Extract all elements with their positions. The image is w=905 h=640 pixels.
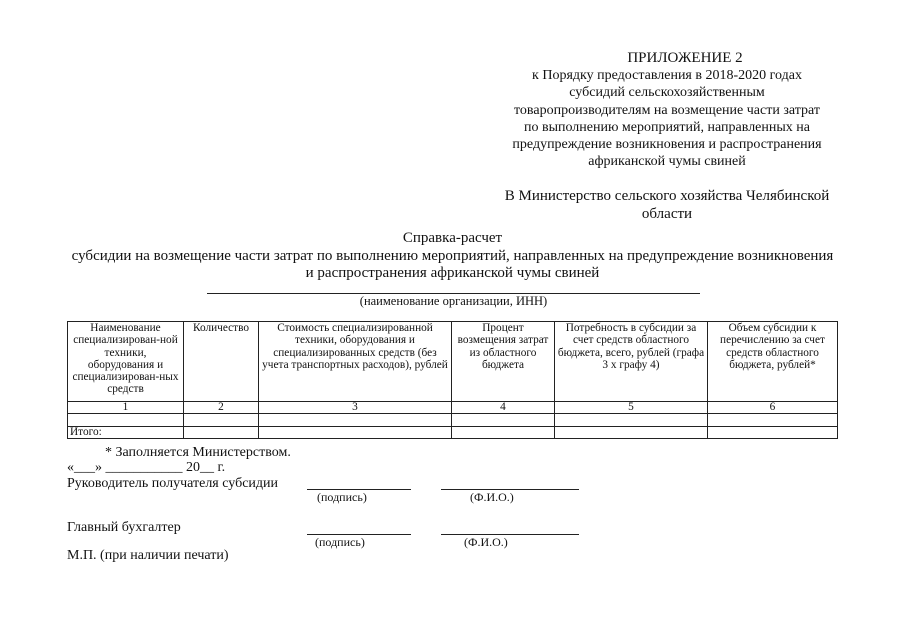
document-subtitle: субсидии на возмещение части затрат по выполнению мероприятий, направленных на предупреждение возникновения xyxy=(71,247,834,264)
annex-line: по выполнению мероприятий, направленных на xyxy=(523,119,810,135)
column-header: Наименование специализирован-ной техники, оборудования и специализирован-ных средств xyxy=(68,322,184,402)
annex-line: к Порядку предоставления в 2018-2020 годах xyxy=(532,68,802,84)
calculation-table xyxy=(67,321,838,439)
accountant-name-line[interactable] xyxy=(441,534,579,535)
table-cell[interactable] xyxy=(184,427,259,439)
document-subtitle: и распространения африканской чумы свиней xyxy=(305,265,600,281)
seal-label: М.П. (при наличии печати) xyxy=(67,548,229,563)
column-number: 6 xyxy=(708,402,838,414)
column-number: 3 xyxy=(259,402,452,414)
table-header-row xyxy=(68,322,838,402)
name-caption: (Ф.И.О.) xyxy=(470,490,514,504)
table-cell[interactable] xyxy=(259,427,452,439)
table-cell[interactable] xyxy=(68,414,184,427)
column-header: Потребность в субсидии за счет средств областного бюджета, всего, рублей (графа 3 х графу 4) xyxy=(555,322,708,402)
table-cell[interactable] xyxy=(555,427,708,439)
column-header: Процент возмещения затрат из областного бюджета xyxy=(452,322,555,402)
head-label: Руководитель получателя субсидии xyxy=(67,476,279,491)
signature-caption: (подпись) xyxy=(315,535,365,549)
table-cell[interactable] xyxy=(184,414,259,427)
column-number: 1 xyxy=(68,402,184,414)
document-title: Справка-расчет xyxy=(402,230,503,246)
annex-block xyxy=(495,50,839,170)
table-cell[interactable] xyxy=(555,414,708,427)
footnote: * Заполняется Министерством. xyxy=(105,445,291,460)
column-number: 2 xyxy=(184,402,259,414)
column-number: 4 xyxy=(452,402,555,414)
annex-line: товаропроизводителям на возмещение части затрат xyxy=(514,102,820,118)
annex-line: африканской чумы свиней xyxy=(588,154,746,170)
table-cell[interactable] xyxy=(708,414,838,427)
table-cell[interactable] xyxy=(708,427,838,439)
column-number: 5 xyxy=(555,402,708,414)
signature-caption: (подпись) xyxy=(317,490,367,504)
column-header: Стоимость специализированной техники, оборудования и специализированных средств (без учета транспортных расходов), рублей xyxy=(259,322,452,402)
document-heading xyxy=(40,230,865,283)
annex-line: предупреждение возникновения и распространения xyxy=(512,137,822,153)
recipient-block xyxy=(495,187,839,223)
table-cell[interactable] xyxy=(452,427,555,439)
column-number-row xyxy=(68,402,838,414)
accountant-label: Главный бухгалтер xyxy=(67,520,181,535)
table-cell[interactable] xyxy=(452,414,555,427)
column-header: Объем субсидии к перечислению за счет средств областного бюджета, рублей* xyxy=(708,322,838,402)
annex-title: ПРИЛОЖЕНИЕ 2 xyxy=(627,50,743,66)
total-label: Итого: xyxy=(68,427,184,439)
column-header: Количество xyxy=(184,322,259,402)
total-row xyxy=(68,427,838,439)
table-cell[interactable] xyxy=(259,414,452,427)
name-caption: (Ф.И.О.) xyxy=(464,535,508,549)
annex-line: субсидий сельскохозяйственным xyxy=(569,85,765,101)
recipient-line: В Министерство сельского хозяйства Челябинской xyxy=(504,188,830,204)
organization-caption: (наименование организации, ИНН) xyxy=(359,294,548,308)
table-row xyxy=(68,414,838,427)
recipient-line: области xyxy=(641,206,693,222)
date-line: «___» ___________ 20__ г. xyxy=(67,460,226,475)
